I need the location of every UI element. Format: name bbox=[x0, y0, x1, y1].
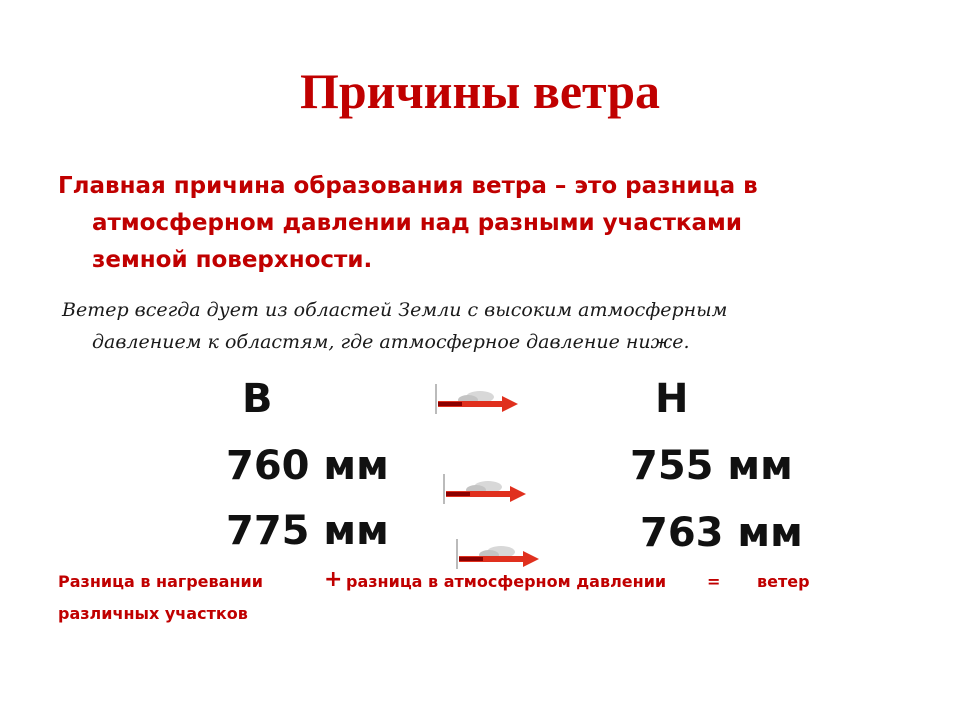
low-pressure-value-1: 755 мм bbox=[630, 443, 793, 489]
main-line-1: Главная причина образования ветра – это разница в bbox=[58, 173, 758, 199]
note-line-1: Ветер всегда дует из областей Земли с высоким атмосферным bbox=[62, 299, 728, 321]
wind-arrow-icon bbox=[440, 470, 530, 510]
formula-result-wind: ветер bbox=[757, 572, 810, 591]
formula-plus-sign: + bbox=[324, 567, 343, 592]
formula-term-heating-line-2: различных участков bbox=[58, 604, 248, 623]
wind-arrow-icon bbox=[453, 535, 543, 575]
formula-equals-sign: = bbox=[707, 572, 721, 591]
slide-title: Причины ветра bbox=[299, 63, 661, 119]
low-pressure-value-2: 763 мм bbox=[640, 510, 803, 556]
main-line-3: земной поверхности. bbox=[92, 247, 373, 273]
formula-term-heating-line-1: Разница в нагревании bbox=[58, 572, 263, 591]
main-statement bbox=[58, 168, 898, 279]
wind-arrow-icon bbox=[432, 380, 522, 420]
wind-rule-note bbox=[62, 294, 882, 358]
high-pressure-value-1: 760 мм bbox=[226, 443, 389, 489]
low-pressure-label: Н bbox=[655, 376, 689, 422]
main-line-2: атмосферном давлении над разными участками bbox=[92, 210, 742, 236]
note-line-2: давлением к областям, где атмосферное давление ниже. bbox=[92, 331, 690, 353]
high-pressure-label: В bbox=[242, 376, 273, 422]
high-pressure-value-2: 775 мм bbox=[226, 508, 389, 554]
formula-term-pressure: разница в атмосферном давлении bbox=[346, 572, 667, 591]
